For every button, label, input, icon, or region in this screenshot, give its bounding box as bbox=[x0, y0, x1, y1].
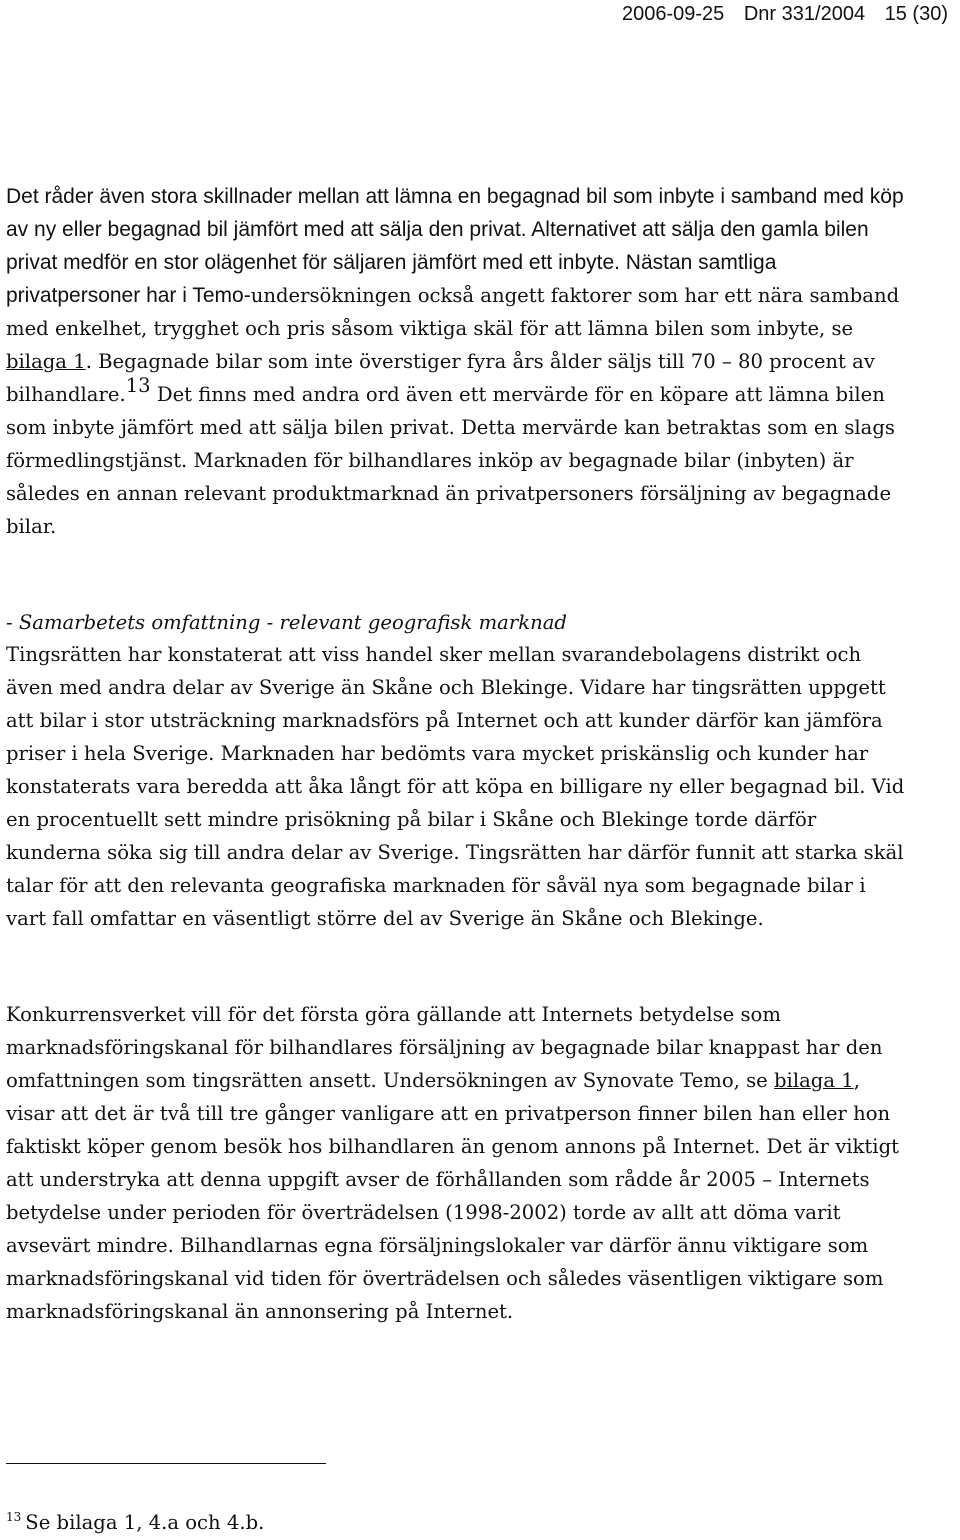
footnote-text: Se bilaga 1, 4.a och 4.b. bbox=[25, 1511, 265, 1534]
paragraph-inbyte-serif-text-3: Det finns med andra ord även ett mervärde för en köpare att lämna bilen som inbyte jämfört med att sälja bilen privat. Detta mervärde kan betraktas som en slags förmedlingstjänst. Marknaden för bilhandlares inköp av begagnade bilar (inbyten) är således en annan relevant produktmarknad än privatpersoners försäljning av begagnade bilar. bbox=[6, 383, 895, 538]
paragraph-konkurrensverket-text-1: Konkurrensverket vill för det första göra gällande att Internets betydelse som marknadsföringskanal för bilhandlares försäljning av begagnade bilar knappast har den omfattningen som tingsrätten ansett. Undersökningen av Synovate Temo, se bbox=[6, 1003, 883, 1092]
footnote-separator bbox=[6, 1463, 326, 1464]
header-dnr: Dnr 331/2004 bbox=[743, 3, 866, 25]
footnote-number: 13 bbox=[6, 1510, 22, 1524]
paragraph-konkurrensverket-text-2: , visar att det är två till tre gånger vanligare att en privatperson finner bilen han eller hon faktiskt köper genom besök hos bilhandlaren än genom annons på Internet. Det är viktigt att understryka att denna uppgift avser de förhållanden som rådde år 2005 – Internets betydelse under perioden för överträdelsen (1998-2002) torde av allt att döma varit avsevärt mindre. Bilhandlarnas egna försäljningslokaler var därför ännu viktigare som marknadsföringskanal vid tiden för överträdelsen och således väsentligen viktigare som marknadsföringskanal än annonsering på Internet. bbox=[6, 1069, 899, 1323]
page-header bbox=[622, 2, 948, 26]
footnote bbox=[6, 1510, 264, 1536]
paragraph-inbyte-serif-text-2: . Begagnade bilar som inte överstiger fyra års ålder säljs till 70 – 80 procent av bilhandlare. bbox=[6, 350, 875, 406]
header-date: 2006-09-25 bbox=[621, 3, 725, 25]
section-heading: - Samarbetets omfattning - relevant geografisk marknad bbox=[6, 611, 567, 634]
footnote-reference: 13 bbox=[125, 374, 151, 397]
header-page-number: 15 (30) bbox=[884, 3, 948, 25]
bilaga-1-link-2[interactable]: bilaga 1 bbox=[774, 1069, 854, 1092]
paragraph-konkurrensverket bbox=[6, 998, 906, 1328]
paragraph-inbyte-serif-text-1: undersökningen också angett faktorer som har ett nära samband med enkelhet, trygghet och pris såsom viktiga skäl för att lämna bilen som inbyte, se bbox=[6, 284, 900, 340]
paragraph-inbyte-sans-text: Det råder även stora skillnader mellan att lämna en begagnad bil som inbyte i samband med köp av ny eller begagnad bil jämfört med att sälja den privat. Alternativet att sälja den gamla bilen privat medför en stor olägenhet för säljaren jämfört med ett inbyte. Nästan samtliga privatpersoner har i Temo- bbox=[6, 185, 904, 307]
paragraph-inbyte bbox=[6, 180, 906, 543]
bilaga-1-link[interactable]: bilaga 1 bbox=[6, 350, 86, 373]
paragraph-geografisk-marknad: Tingsrätten har konstaterat att viss handel sker mellan svarandebolagens distrikt och även med andra delar av Sverige än Skåne och Blekinge. Vidare har tingsrätten uppgett att bilar i stor utsträckning marknadsförs på Internet och att kunder därför kan jämföra priser i hela Sverige. Marknaden har bedömts vara mycket priskänslig och kunder har konstaterats vara beredda att åka långt för att köpa en billigare ny eller begagnad bil. Vid en procentuellt sett mindre prisökning på bilar i Skåne och Blekinge torde därför kunderna söka sig till andra delar av Sverige. Tingsrätten har därför funnit att starka skäl talar för att den relevanta geografiska marknaden för såväl nya som begagnade bilar i vart fall omfattar en väsentligt större del av Sverige än Skåne och Blekinge. bbox=[6, 643, 905, 930]
